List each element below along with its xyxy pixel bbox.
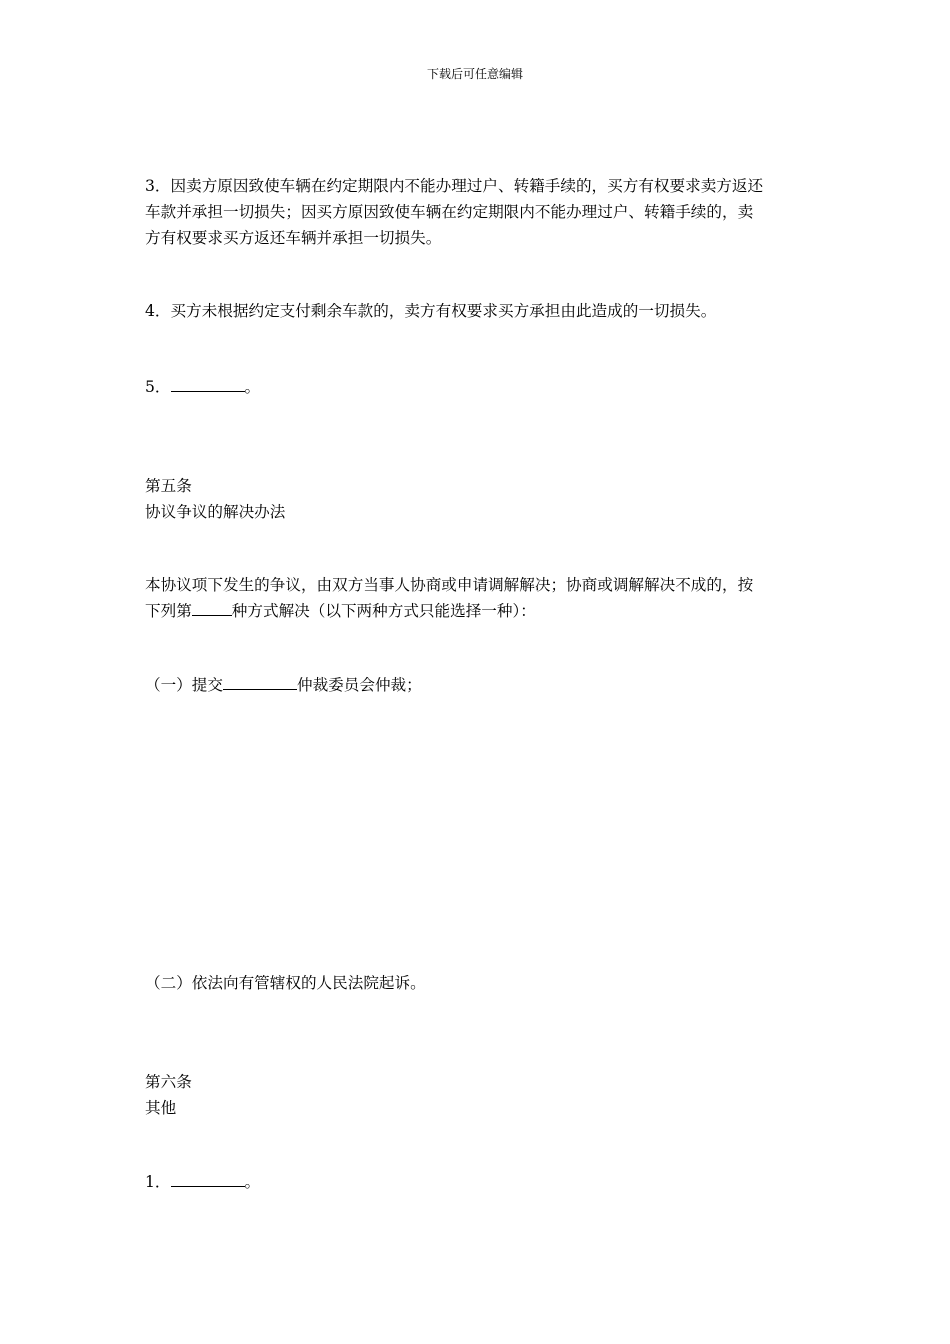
clause-item-3-line3: 方有权要求买方返还车辆并承担一切损失。 <box>145 229 442 247</box>
article-6-item-1-end: 。 <box>244 1173 261 1191</box>
clause-item-5-end: 。 <box>244 378 261 396</box>
clause-item-3-line2: 车款并承担一切损失；因买方原因致使车辆在约定期限内不能办理过户、转籍手续的，卖 <box>145 203 754 221</box>
clause-item-5 <box>145 374 810 400</box>
article-5-option-2: （二）依法向有管辖权的人民法院起诉。 <box>145 974 426 992</box>
article-6-heading <box>145 1069 810 1121</box>
clause-item-3 <box>145 173 810 251</box>
article-5-body-line2-suffix: 种方式解决（以下两种方式只能选择一种）： <box>231 602 536 620</box>
article-6-title: 其他 <box>145 1099 177 1117</box>
article-5-body-line2-prefix: 下列第 <box>145 602 192 620</box>
clause-item-4: 4．买方未根据约定支付剩余车款的，卖方有权要求买方承担由此造成的一切损失。 <box>145 302 717 320</box>
article-5-body <box>145 572 810 624</box>
article-5-body-line1: 本协议项下发生的争议，由双方当事人协商或申请调解解决；协商或调解解决不成的，按 <box>145 576 754 594</box>
clause-item-5-number: 5． <box>145 378 171 396</box>
article-5-number: 第五条 <box>145 477 192 495</box>
article-5-title: 协议争议的解决办法 <box>145 503 286 521</box>
fill-in-blank <box>171 1170 245 1187</box>
fill-in-blank <box>171 375 245 392</box>
fill-in-blank <box>223 673 297 690</box>
fill-in-blank <box>192 599 232 616</box>
article-6-number: 第六条 <box>145 1073 192 1091</box>
page-header: 下载后可任意编辑 <box>426 67 523 81</box>
article-6-item-1-number: 1． <box>145 1173 171 1191</box>
clause-item-3-line1: 3．因卖方原因致使车辆在约定期限内不能办理过户、转籍手续的，买方有权要求卖方返还 <box>145 177 764 195</box>
option-1-suffix: 仲裁委员会仲裁； <box>296 676 422 694</box>
article-5-heading <box>145 473 810 525</box>
article-5-option-1 <box>145 672 810 698</box>
article-6-item-1 <box>145 1169 810 1195</box>
option-1-prefix: （一）提交 <box>145 676 223 694</box>
